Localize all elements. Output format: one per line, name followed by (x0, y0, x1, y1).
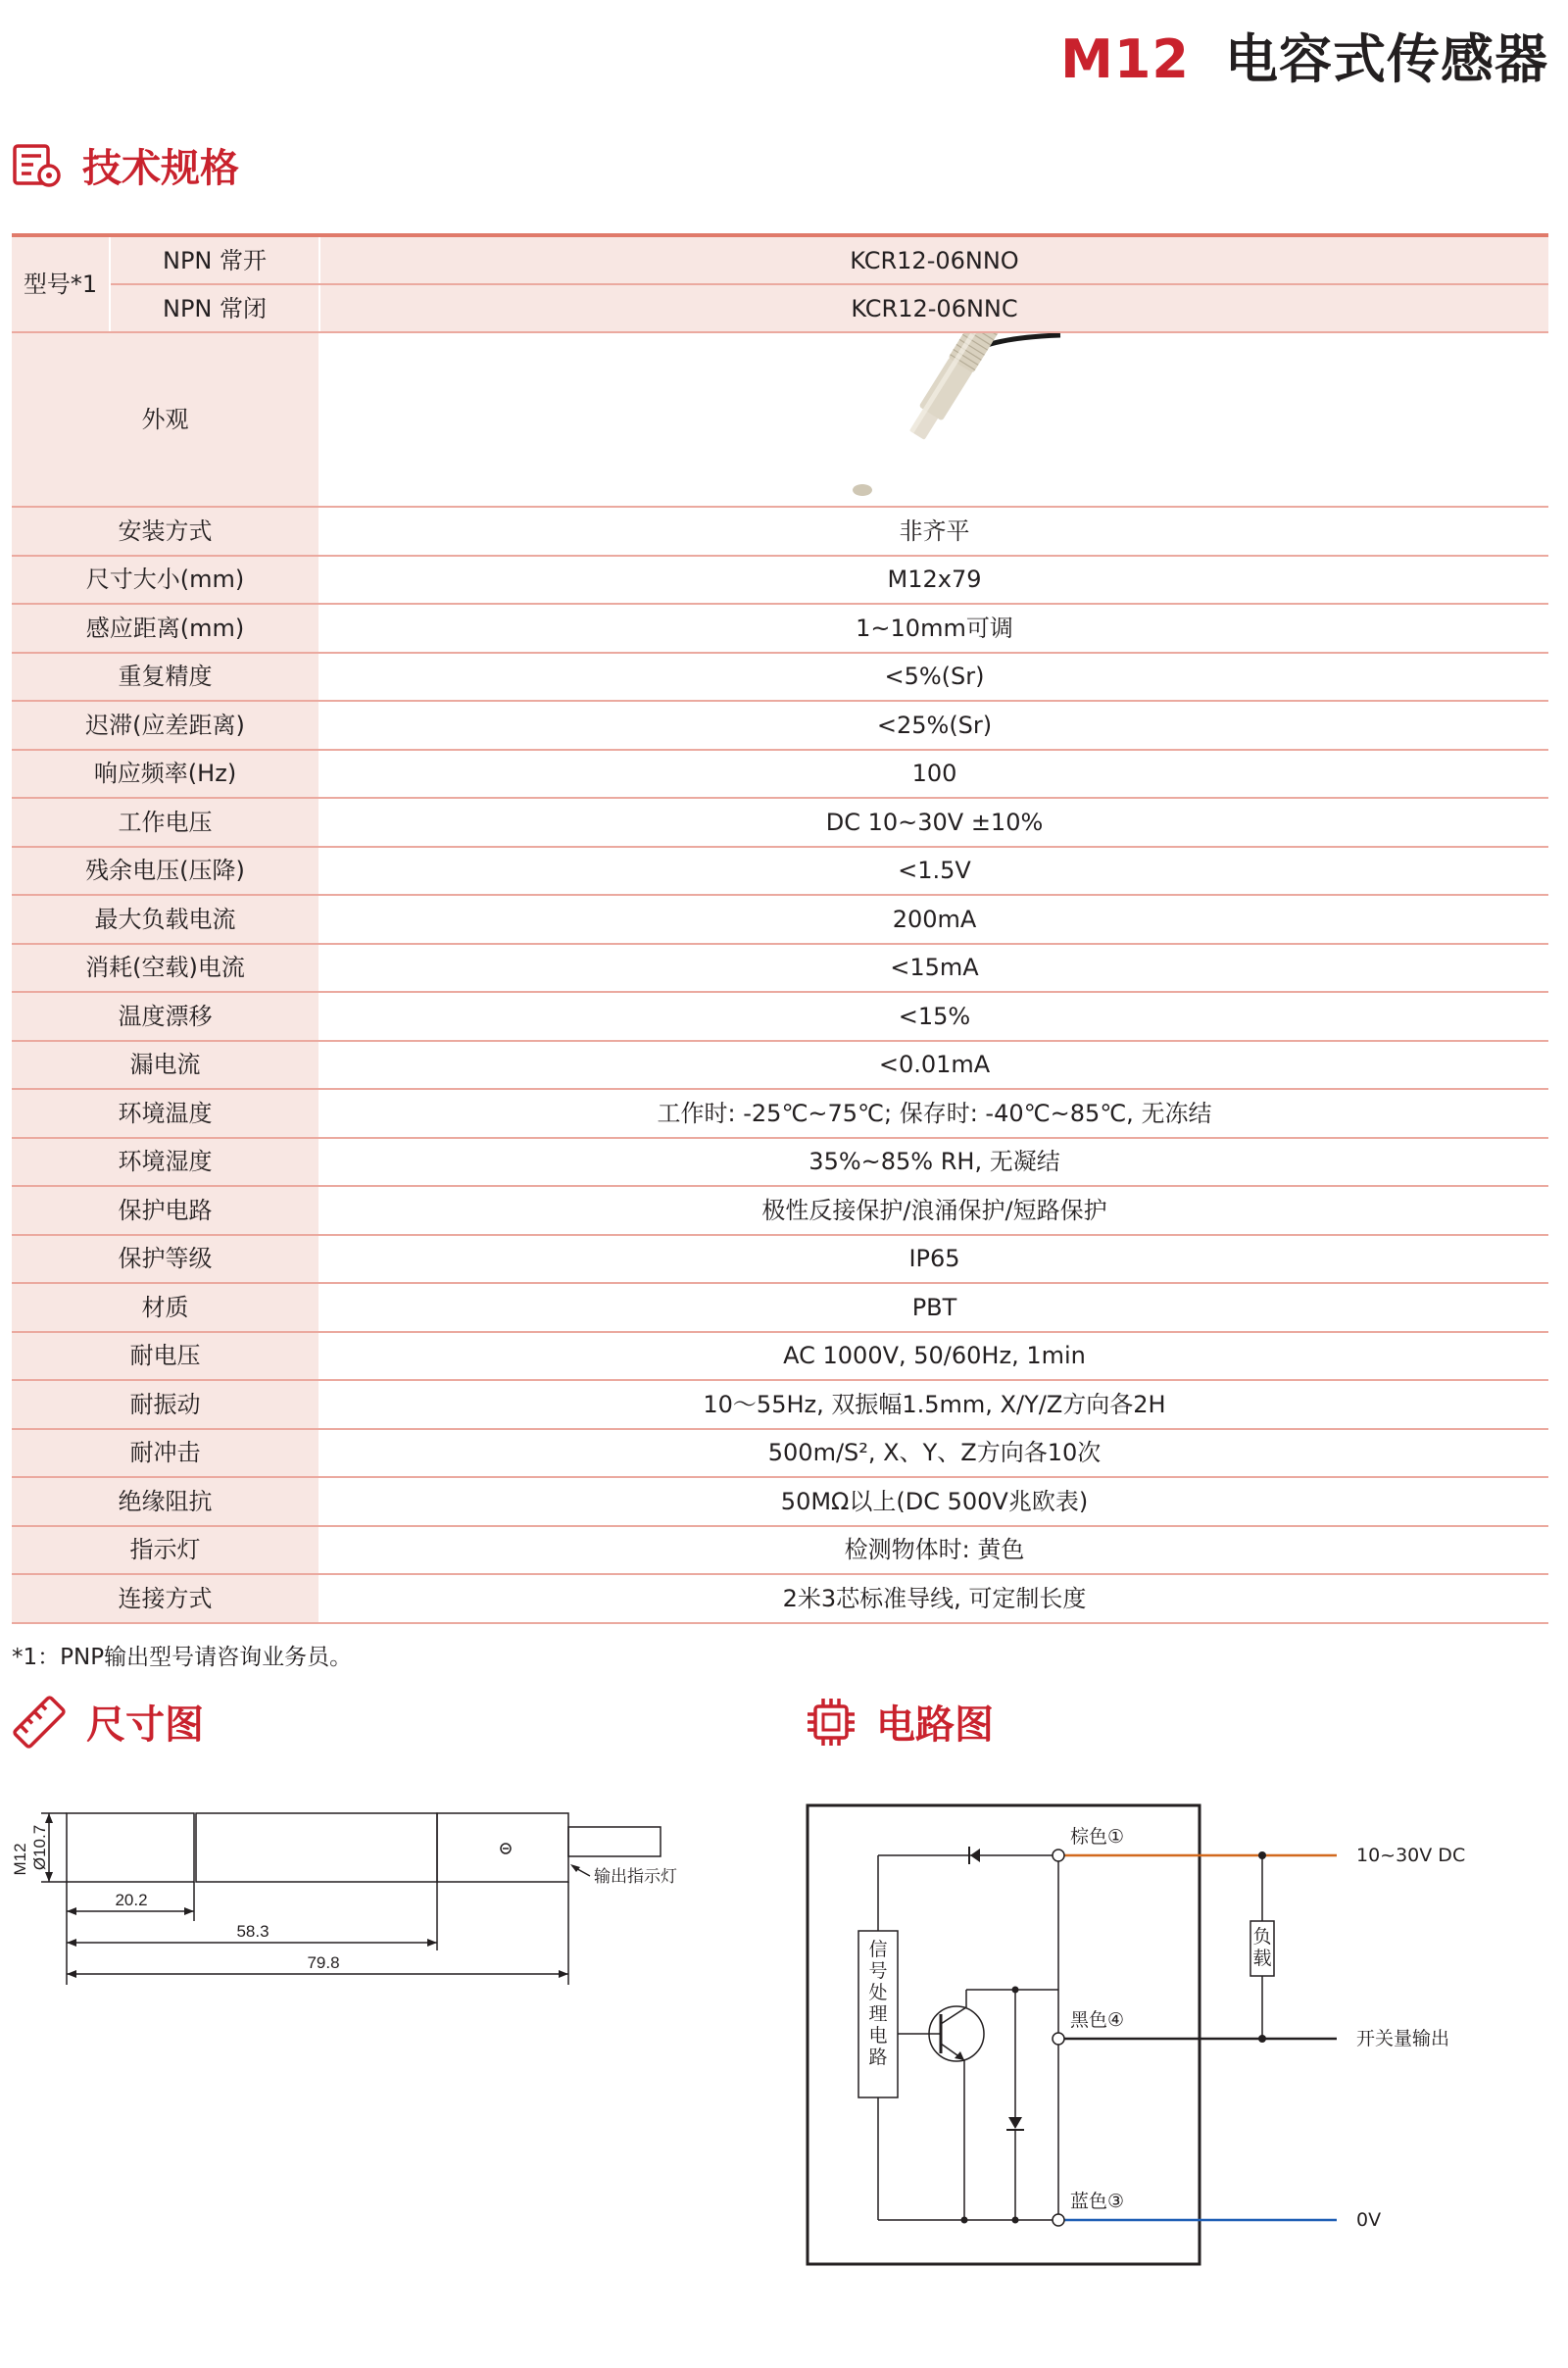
model-value-npn-nc: KCR12-06NNC (319, 284, 1548, 332)
spec-label: 保护等级 (12, 1235, 319, 1284)
table-row (12, 235, 1548, 284)
model-label: 型号*1 (12, 235, 110, 332)
diameter-label: Ø10.7 (30, 1824, 49, 1871)
spec-value: 工作时: -25℃~75℃; 保存时: -40℃~85℃, 无冻结 (319, 1089, 1548, 1138)
section-specs-title: 技术规格 (82, 146, 239, 191)
table-row (12, 992, 1548, 1041)
spec-value: 10～55Hz, 双振幅1.5mm, X/Y/Z方向各2H (319, 1380, 1548, 1429)
table-row (12, 1041, 1548, 1090)
spec-value: 非齐平 (319, 507, 1548, 556)
table-row (12, 556, 1548, 605)
spec-label: 耐冲击 (12, 1429, 319, 1478)
table-row (12, 1526, 1548, 1575)
product-title: 电容式传感器 (1225, 28, 1548, 90)
spec-value: <15mA (319, 944, 1548, 993)
sensor-product-image (808, 333, 1062, 502)
spec-label: 环境温度 (12, 1089, 319, 1138)
load-label: 负载 (1252, 1926, 1272, 1969)
spec-value: 200mA (319, 895, 1548, 944)
spec-label: 温度漂移 (12, 992, 319, 1041)
blue-wire-label: 蓝色③ (1070, 2191, 1125, 2212)
spec-value: <1.5V (319, 847, 1548, 896)
spec-label: 迟滞(应差距离) (12, 701, 319, 750)
table-row (12, 798, 1548, 847)
spec-value: 100 (319, 750, 1548, 799)
table-row (12, 944, 1548, 993)
table-row (12, 1186, 1548, 1235)
zener-diode-arrow (1008, 2117, 1022, 2129)
spec-label: 绝缘阻抗 (12, 1477, 319, 1526)
appearance-image (319, 332, 1548, 507)
output-label: 开关量输出 (1356, 2028, 1450, 2049)
spec-label: 材质 (12, 1283, 319, 1332)
spec-label: 最大负载电流 (12, 895, 319, 944)
section-specs-header (12, 137, 239, 193)
spec-label: 尺寸大小(mm) (12, 556, 319, 605)
spec-value: <25%(Sr) (319, 701, 1548, 750)
spec-label: 安装方式 (12, 507, 319, 556)
spec-label: 指示灯 (12, 1526, 319, 1575)
table-row (12, 701, 1548, 750)
model-type-npn-nc: NPN 常闭 (110, 284, 319, 332)
spec-value: 极性反接保护/浪涌保护/短路保护 (319, 1186, 1548, 1235)
black-wire-label: 黑色④ (1070, 2009, 1125, 2031)
spec-value: 2米3芯标准导线, 可定制长度 (319, 1574, 1548, 1623)
spec-label: 重复精度 (12, 653, 319, 702)
spec-value: <0.01mA (319, 1041, 1548, 1090)
processing-block-label: 信号处理电路 (868, 1939, 888, 2068)
spec-rows (12, 507, 1548, 1623)
brown-wire-label: 棕色① (1070, 1826, 1125, 1848)
table-row (12, 653, 1548, 702)
led-label: 输出指示灯 (594, 1867, 677, 1886)
spec-label: 耐电压 (12, 1332, 319, 1381)
spec-value: 500m/S², X、Y、Z方向各10次 (319, 1429, 1548, 1478)
table-row (12, 1332, 1548, 1381)
spec-table (12, 233, 1548, 1624)
sensor-thread-body (196, 1813, 437, 1882)
section-circuit-header (806, 1694, 994, 1750)
sensor-enclosure (808, 1805, 1200, 2264)
table-row (12, 1574, 1548, 1623)
spec-label: 消耗(空载)电流 (12, 944, 319, 993)
model-type-npn-no: NPN 常开 (110, 235, 319, 284)
spec-value: M12x79 (319, 556, 1548, 605)
table-row (12, 1380, 1548, 1429)
reverse-diode-arrow (970, 1849, 980, 1862)
spec-label: 环境湿度 (12, 1138, 319, 1187)
spec-label: 耐振动 (12, 1380, 319, 1429)
section-dimensions-title: 尺寸图 (86, 1702, 204, 1748)
table-row (12, 750, 1548, 799)
spec-value: DC 10~30V ±10% (319, 798, 1548, 847)
table-row (12, 604, 1548, 653)
model-code: M12 (1060, 28, 1190, 90)
table-row (12, 332, 1548, 507)
spec-sheet-icon (12, 142, 63, 189)
table-row (12, 284, 1548, 332)
dim-79-8: 79.8 (307, 1953, 340, 1972)
spec-label: 响应频率(Hz) (12, 750, 319, 799)
spec-label: 连接方式 (12, 1574, 319, 1623)
dimension-drawing (0, 1784, 706, 2009)
spec-value: 检测物体时: 黄色 (319, 1526, 1548, 1575)
spec-label: 保护电路 (12, 1186, 319, 1235)
spec-value: AC 1000V, 50/60Hz, 1min (319, 1332, 1548, 1381)
model-value-npn-no: KCR12-06NNO (319, 235, 1548, 284)
spec-value: 50MΩ以上(DC 500V兆欧表) (319, 1477, 1548, 1526)
table-row (12, 1477, 1548, 1526)
spec-value: PBT (319, 1283, 1548, 1332)
sensor-cable (568, 1827, 661, 1856)
spec-label: 漏电流 (12, 1041, 319, 1090)
spec-label: 残余电压(压降) (12, 847, 319, 896)
spec-value: <15% (319, 992, 1548, 1041)
table-row (12, 1138, 1548, 1187)
spec-value: 1~10mm可调 (319, 604, 1548, 653)
dim-20-2: 20.2 (115, 1891, 148, 1909)
page-title (1060, 18, 1548, 93)
circuit-diagram (784, 1784, 1568, 2294)
table-row (12, 1089, 1548, 1138)
table-row (12, 507, 1548, 556)
spec-label: 感应距离(mm) (12, 604, 319, 653)
ruler-icon (12, 1695, 67, 1750)
chip-icon (806, 1697, 857, 1748)
table-row (12, 1235, 1548, 1284)
spec-value: 35%~85% RH, 无凝结 (319, 1138, 1548, 1187)
table-row (12, 1283, 1548, 1332)
section-dimensions-header (12, 1694, 204, 1750)
spec-label: 工作电压 (12, 798, 319, 847)
footnote: *1：PNP输出型号请咨询业务员。 (12, 1645, 353, 1670)
spec-value: IP65 (319, 1235, 1548, 1284)
table-row (12, 895, 1548, 944)
supply-label: 10~30V DC (1356, 1845, 1466, 1866)
spec-value: <5%(Sr) (319, 653, 1548, 702)
section-circuit-title: 电路图 (876, 1702, 994, 1748)
table-row (12, 847, 1548, 896)
sensor-rear-body (437, 1813, 568, 1882)
dim-58-3: 58.3 (236, 1922, 270, 1941)
thread-label: M12 (11, 1843, 29, 1876)
appearance-label: 外观 (12, 332, 319, 507)
sensor-front-body (67, 1813, 194, 1882)
ground-label: 0V (1356, 2209, 1382, 2231)
table-row (12, 1429, 1548, 1478)
